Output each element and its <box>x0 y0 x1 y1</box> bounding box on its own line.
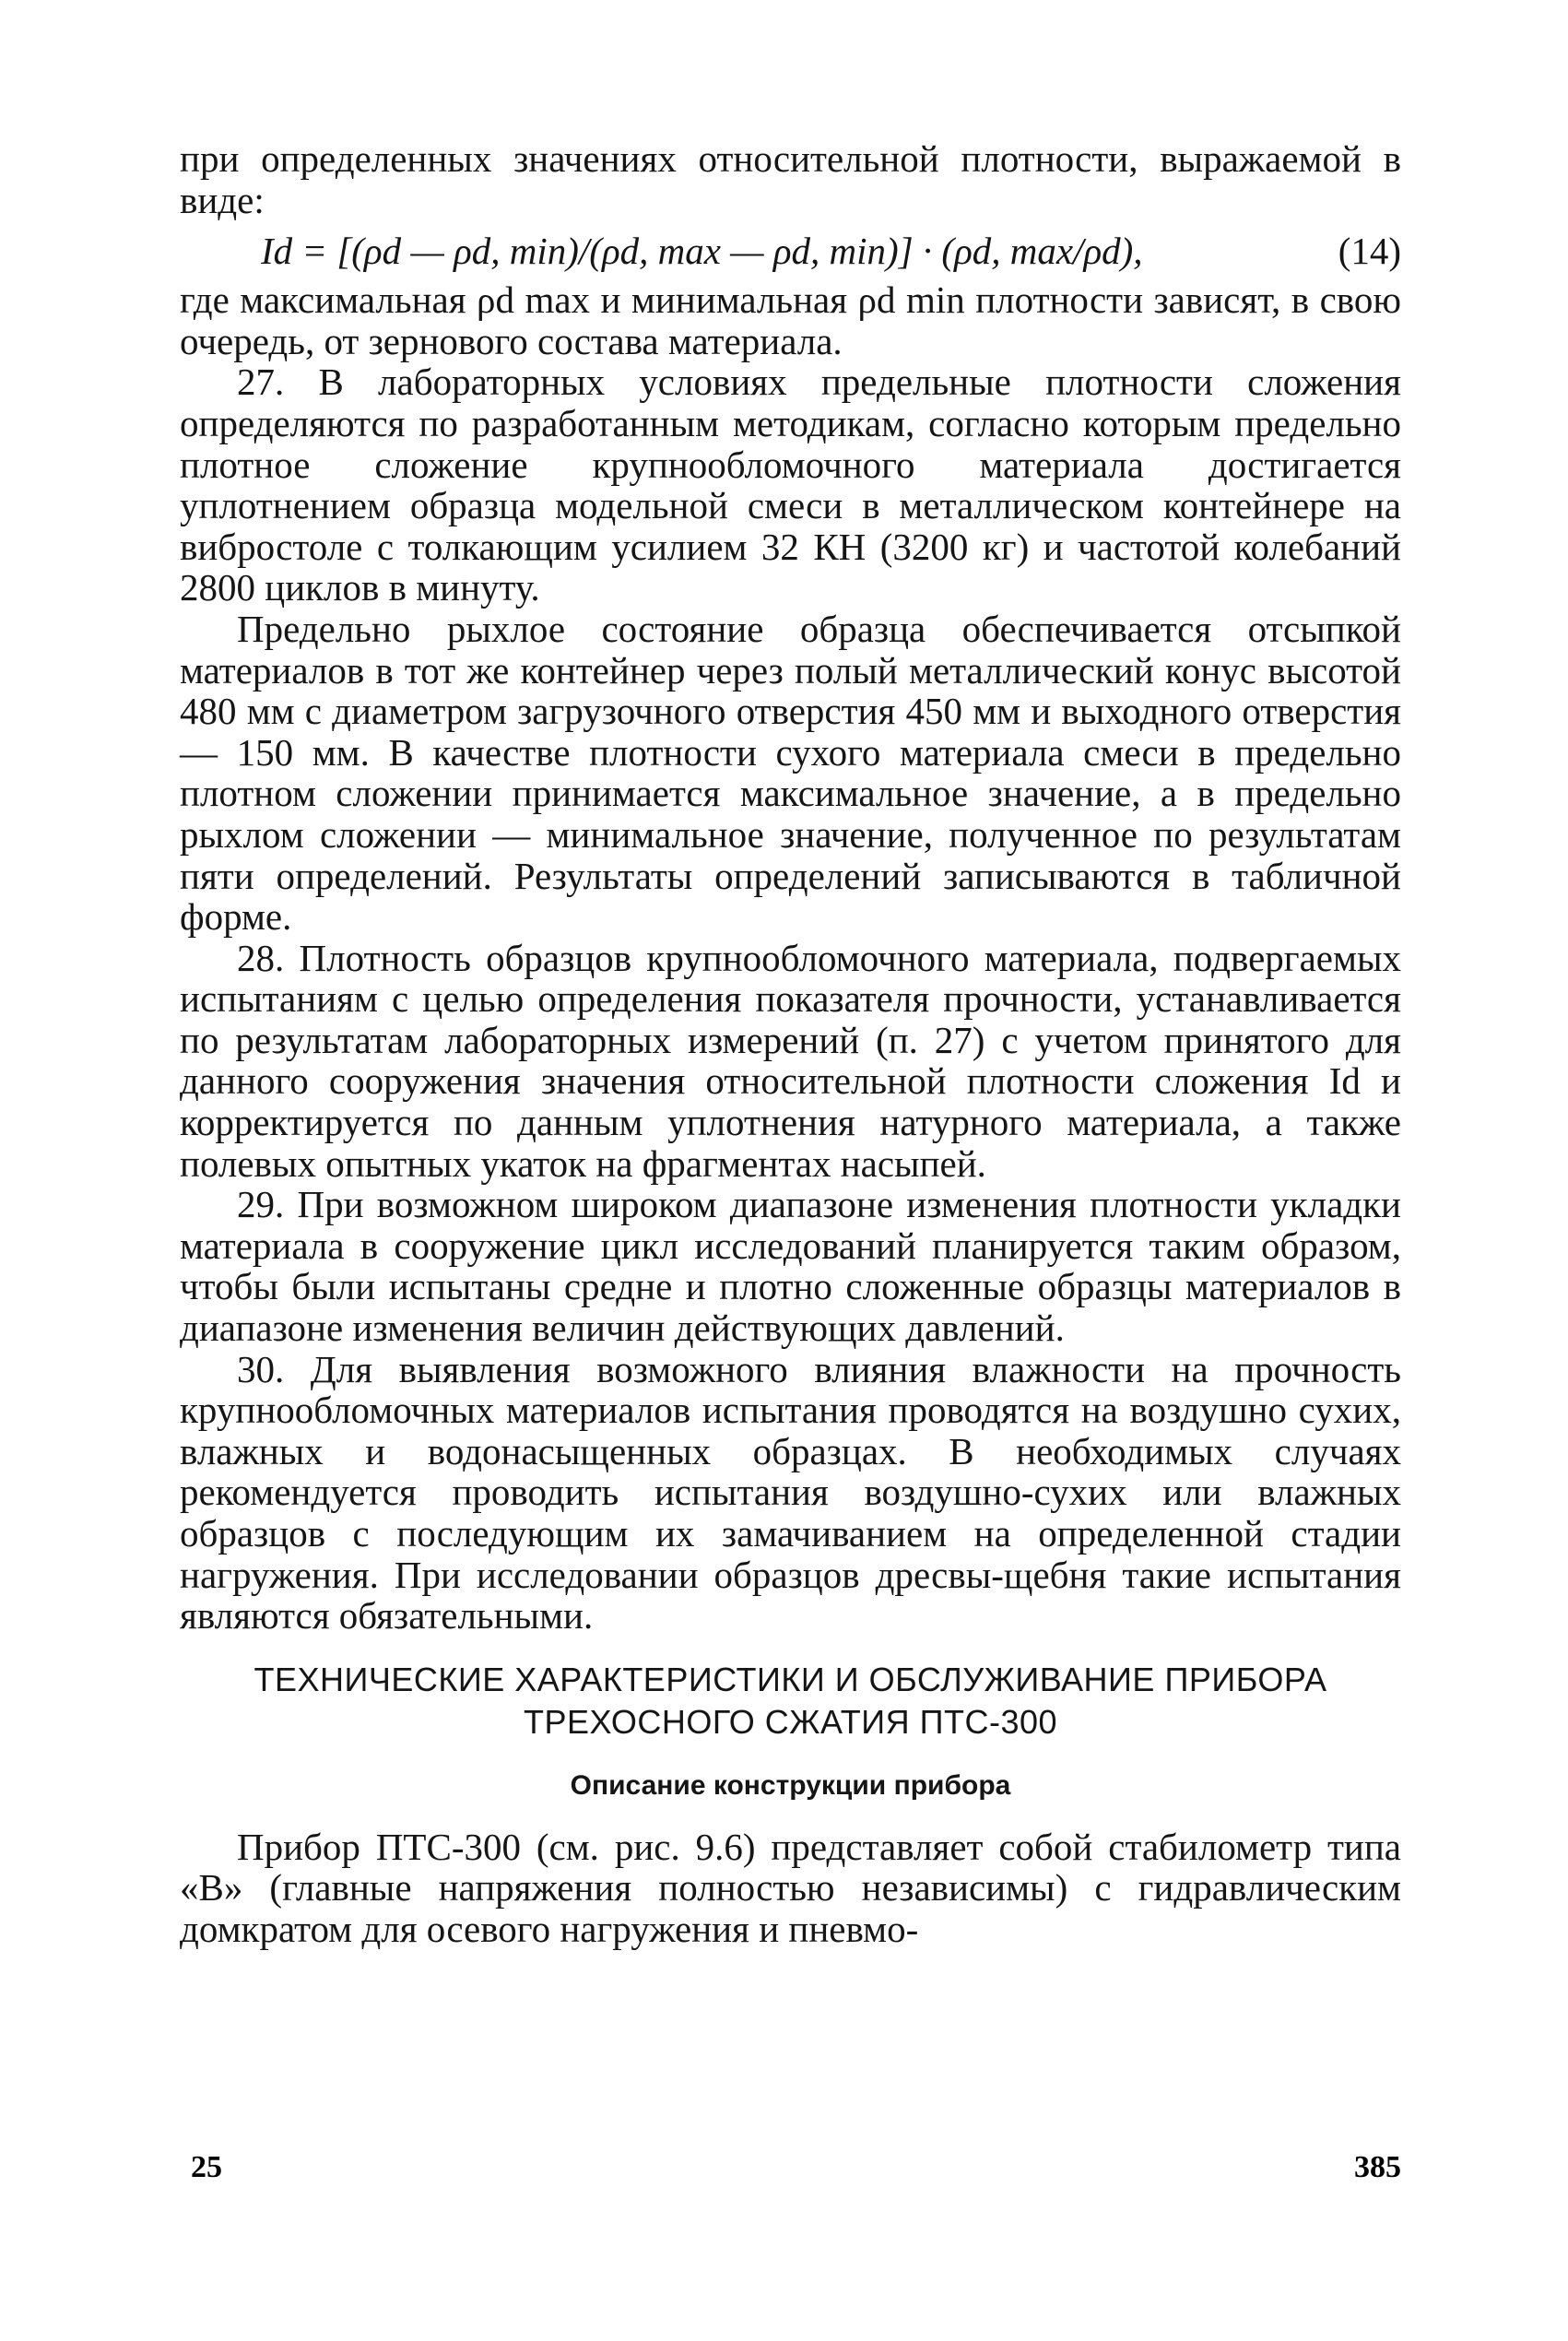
section-heading: ТЕХНИЧЕСКИЕ ХАРАКТЕРИСТИКИ И ОБСЛУЖИВАНИЕ ПРИБОРА ТРЕХОСНОГО СЖАТИЯ ПТС-300 <box>253 1660 1327 1741</box>
paragraph-29: 29. При возможном широком диапазоне изменения плотности укладки материала в сооружение цикл исследований планируется таким образом, чтобы были испытаны средне и плотно сложенные образцы материалов в диапазоне изменения величин действующих давлений. <box>180 1183 1401 1350</box>
signature-mark: 25 <box>191 2150 222 2184</box>
page-number: 385 <box>1354 2150 1401 2184</box>
paragraph-27: 27. В лабораторных условиях предельные плотности сложения определяются по разработанным методикам, согласно которым предельно плотное сложение крупнообломочного материала достигается уплотнением образца модельной смеси в металлическом контейнере на вибростоле с толкающим усилием 32 КН (3200 кг) и частотой колебаний 2800 циклов в минуту. <box>180 361 1401 609</box>
paragraph-28: 28. Плотность образцов крупнообломочного материала, подвергаемых испытаниям с целью определения показателя прочности, устанавливается по результатам лабораторных измерений (п. 27) с учетом принятого для данного сооружения значения относительной плотности сложения Id и корректируется по данным уплотнения натурного материала, а также полевых опытных укаток на фрагментах насыпей. <box>180 936 1401 1185</box>
formula-number: (14) <box>1338 230 1401 273</box>
paragraph-device-description: Прибор ПТС-300 (см. рис. 9.6) представляет собой стабилометр типа «В» (главные напряжения полностью независимы) с гидравлическим домкратом для осевого нагружения и пневмо- <box>180 1825 1401 1950</box>
document-page <box>180 138 1401 1950</box>
paragraph-after-formula: где максимальная ρd max и минимальная ρd min плотности зависят, в свою очередь, от зернового состава материала. <box>180 278 1401 362</box>
formula-14 <box>180 224 1401 278</box>
formula-expression: Id = [(ρd — ρd, min)/(ρd, max — ρd, min)] · (ρd, max/ρd), <box>261 230 1143 273</box>
paragraph-27-continued: Предельно рыхлое состояние образца обеспечивается отсыпкой материалов в тот же контейнер через полый металлический конус высотой 480 мм с диаметром загрузочного отверстия 450 мм и выходного отверстия — 150 мм. В качестве плотности сухого материала смеси в предельно плотном сложении принимается максимальное значение, а в предельно рыхлом сложении — минимальное значение, полученное по результатам пяти определений. Результаты определений записываются в табличной форме. <box>180 607 1401 939</box>
paragraph-30: 30. Для выявления возможного влияния влажности на прочность крупнообломочных материалов испытания проводятся на воздушно сухих, влажных и водонасыщенных образцах. В необходимых случаях рекомендуется проводить испытания воздушно-сухих или влажных образцов с последующим их замачиванием на определенной стадии нагружения. При исследовании образцов дресвы-щебня такие испытания являются обязательными. <box>180 1347 1401 1638</box>
subsection-heading: Описание конструкции прибора <box>570 1769 1011 1801</box>
page-footer <box>180 2150 1401 2191</box>
paragraph-intro: при определенных значениях относительной плотности, выражаемой в виде: <box>180 137 1401 221</box>
